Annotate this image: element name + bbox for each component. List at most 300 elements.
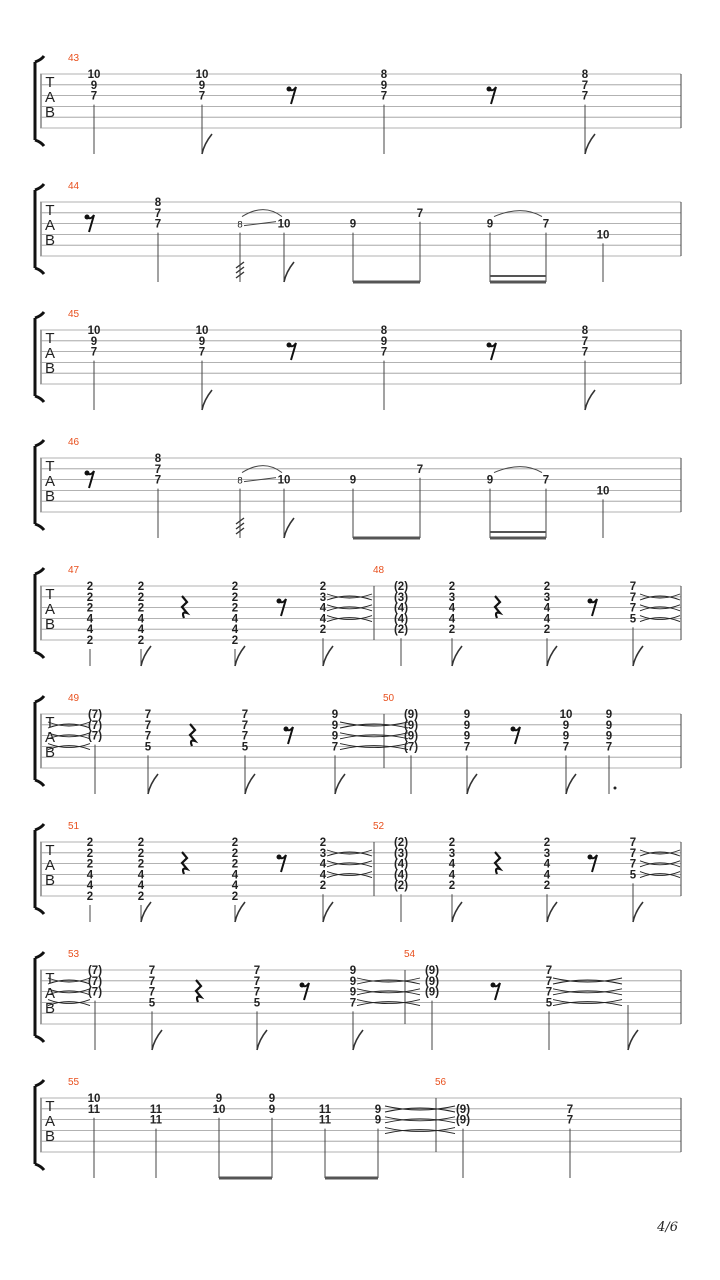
measure-number: 54 [404, 949, 416, 960]
fret-number: (9) [424, 986, 440, 999]
quarter-rest [495, 852, 500, 874]
note-flag [628, 1030, 638, 1050]
fret-number: 4 [448, 602, 456, 615]
fret-number: (3) [393, 591, 409, 604]
fret-number: 2 [448, 581, 456, 593]
note-flag [566, 774, 576, 794]
fret-number: 4 [319, 869, 327, 882]
fret-number: (4) [393, 869, 409, 882]
fret-number: 2 [137, 891, 145, 903]
fret-number: 2 [448, 837, 456, 849]
fret-number: (9) [424, 965, 440, 977]
fret-number: 5 [629, 869, 637, 882]
tab-clef-letter: B [44, 360, 56, 377]
note-flag [202, 134, 212, 154]
fret-number: 9 [349, 218, 357, 231]
fret-number: 7 [90, 90, 98, 103]
note-flag [633, 902, 643, 922]
note-flag [353, 1030, 363, 1050]
fret-number: 8 [154, 197, 162, 209]
note-flag [152, 1030, 162, 1050]
fret-number: (9) [403, 730, 419, 743]
fret-number: 2 [448, 880, 456, 893]
eighth-rest-dot [511, 727, 516, 732]
fret-number: 4 [448, 613, 456, 626]
eighth-rest-dot [287, 343, 292, 348]
eighth-rest-dot [487, 87, 492, 92]
fret-number: 7 [581, 335, 589, 348]
fret-number: 9 [486, 474, 494, 487]
fret-number: 2 [231, 591, 239, 604]
fret-number: 5 [545, 997, 553, 1010]
staff-system [35, 1077, 681, 1178]
staff-bracket [35, 1080, 44, 1170]
fret-number: 9 [198, 335, 206, 348]
fret-number: 2 [231, 891, 239, 903]
tab-clef-letter: T [45, 586, 55, 603]
tab-clef-letter: B [44, 104, 56, 121]
fret-number: 10 [195, 69, 209, 81]
fret-number: 7 [629, 591, 637, 604]
fret-number: 3 [448, 847, 456, 860]
note-flag [148, 774, 158, 794]
fret-number: (9) [455, 1114, 471, 1127]
fret-number: 7 [629, 581, 637, 593]
fret-number: 7 [629, 847, 637, 860]
fret-number: 2 [137, 591, 145, 604]
fret-number: 9 [349, 474, 357, 487]
fret-number: 4 [543, 613, 551, 626]
eighth-rest-dot [277, 855, 282, 860]
fret-number: 4 [448, 858, 456, 871]
fret-number: 8 [380, 69, 388, 81]
fret-number: 2 [319, 880, 327, 893]
note-flag [467, 774, 477, 794]
fret-number: 9 [605, 709, 613, 721]
fret-number: 8 [154, 453, 162, 465]
fret-number: 7 [144, 719, 152, 732]
fret-number: 10 [87, 69, 101, 81]
fret-number: (2) [393, 837, 409, 849]
fret-number: 9 [463, 730, 471, 743]
fret-number: 7 [349, 997, 357, 1010]
fret-number: 8 [581, 69, 589, 81]
fret-number: 3 [543, 847, 551, 860]
fret-number: 7 [629, 837, 637, 849]
quarter-rest [182, 852, 187, 874]
fret-number: 7 [241, 730, 249, 743]
fret-number: 7 [154, 463, 162, 476]
staff-bracket [35, 824, 44, 914]
fret-number: 9 [198, 79, 206, 92]
tab-clef-letter: B [44, 744, 56, 761]
fret-number: 4 [231, 624, 239, 637]
fret-number: 4 [319, 602, 327, 615]
fret-number: 9 [331, 719, 339, 732]
note-flag [141, 646, 151, 666]
note-flag [245, 774, 255, 794]
fret-number: 3 [448, 591, 456, 604]
fret-number: (7) [87, 719, 103, 732]
fret-number: 9 [90, 79, 98, 92]
fret-number: 7 [416, 463, 424, 476]
eighth-rest-dot [300, 983, 305, 988]
fret-number: 7 [144, 709, 152, 721]
fret-number: 2 [319, 624, 327, 637]
eighth-rest-dot [277, 599, 282, 604]
fret-number: 4 [319, 613, 327, 626]
note-flag [323, 902, 333, 922]
fret-number: 2 [231, 837, 239, 849]
fret-number: 9 [215, 1093, 223, 1105]
fret-number: (2) [393, 624, 409, 637]
fret-number: 4 [137, 613, 145, 626]
fret-number: 7 [253, 986, 261, 999]
fret-number: (7) [87, 986, 103, 999]
fret-number: 7 [380, 346, 388, 359]
fret-number: 11 [318, 1114, 332, 1127]
fret-number: 2 [231, 602, 239, 615]
fret-number: 2 [231, 581, 239, 593]
note-flag [452, 902, 462, 922]
fret-number: 2 [543, 624, 551, 637]
note-flag [323, 646, 333, 666]
fret-number: 2 [137, 581, 145, 593]
note-flag [585, 134, 595, 154]
fret-number: 7 [581, 346, 589, 359]
note-flag [141, 902, 151, 922]
fret-number: (9) [403, 719, 419, 732]
fret-number: 7 [241, 719, 249, 732]
fret-number: 9 [562, 730, 570, 743]
fret-number: 7 [154, 218, 162, 231]
fret-number: 7 [253, 965, 261, 977]
fret-number: (4) [393, 613, 409, 626]
fret-number: 4 [137, 880, 145, 893]
fret-number: 9 [331, 709, 339, 721]
fret-number: 4 [86, 613, 94, 626]
staff-bracket [35, 184, 44, 274]
fret-number: 2 [137, 602, 145, 615]
fret-number: (7) [87, 965, 103, 977]
quarter-rest [495, 596, 500, 618]
fret-number: 9 [268, 1103, 276, 1116]
measure-number: 53 [68, 949, 80, 960]
tab-clef-letter: T [45, 74, 55, 91]
fret-number: 7 [380, 90, 388, 103]
fret-number: 9 [374, 1103, 382, 1116]
staff-system [35, 181, 681, 282]
fret-number: 2 [86, 847, 94, 860]
fret-number: 10 [87, 1093, 101, 1105]
eighth-rest-dot [487, 343, 492, 348]
fret-number: 10 [596, 485, 610, 498]
note-flag [235, 646, 245, 666]
fret-number: 2 [86, 635, 94, 647]
tab-clef-letter: T [45, 714, 55, 731]
eighth-rest-dot [284, 727, 289, 732]
fret-number: (4) [393, 602, 409, 615]
quarter-rest [190, 724, 195, 746]
fret-number: 2 [137, 837, 145, 849]
fret-number: 9 [349, 965, 357, 977]
fret-number: 7 [241, 709, 249, 721]
fret-number: 3 [543, 591, 551, 604]
fret-number: 5 [144, 741, 152, 754]
note-flag [257, 1030, 267, 1050]
measure-number: 44 [68, 181, 80, 192]
fret-number: 9 [374, 1114, 382, 1127]
fret-number: 2 [543, 581, 551, 593]
fret-number: 7 [605, 741, 613, 754]
staff-system [35, 309, 681, 410]
measure-number: 51 [68, 821, 80, 832]
note-flag [585, 390, 595, 410]
fret-number: 4 [543, 869, 551, 882]
fret-number: 2 [319, 581, 327, 593]
fret-number: 7 [566, 1114, 574, 1127]
fret-number: (7) [87, 975, 103, 988]
fret-number: 9 [90, 335, 98, 348]
fret-number: 9 [486, 218, 494, 231]
fret-number: 7 [545, 975, 553, 988]
fret-number: 10 [277, 474, 291, 487]
fret-number: 3 [319, 847, 327, 860]
fret-number: 7 [148, 986, 156, 999]
fret-number: 4 [86, 869, 94, 882]
fret-number: 7 [154, 474, 162, 487]
tab-clef-letter: B [44, 232, 56, 249]
fret-number: 4 [137, 624, 145, 637]
fret-number: 5 [241, 741, 249, 754]
eighth-rest-dot [588, 855, 593, 860]
fret-number: 7 [90, 346, 98, 359]
fret-number: 2 [231, 635, 239, 647]
slur-arc [494, 211, 542, 217]
tab-clef-letter: A [44, 857, 56, 874]
eighth-rest-dot [85, 215, 90, 220]
eighth-rest-dot [588, 599, 593, 604]
fret-number: 2 [86, 602, 94, 615]
fret-number: 3 [319, 591, 327, 604]
fret-number: 2 [137, 858, 145, 871]
tab-clef-letter: T [45, 330, 55, 347]
fret-number: 2 [543, 880, 551, 893]
fret-number: 9 [605, 730, 613, 743]
fret-number: 4 [231, 613, 239, 626]
fret-number: 7 [581, 90, 589, 103]
note-flag [452, 646, 462, 666]
fret-number: 7 [545, 965, 553, 977]
fret-number: 10 [277, 218, 291, 231]
fret-number: 2 [86, 837, 94, 849]
fret-number: 8 [237, 219, 243, 231]
note-flag [335, 774, 345, 794]
fret-number: (9) [424, 975, 440, 988]
measure-number: 46 [68, 437, 80, 448]
eighth-rest-dot [85, 471, 90, 476]
fret-number: 4 [231, 880, 239, 893]
tab-clef-letter: T [45, 970, 55, 987]
measure-number: 48 [373, 565, 385, 576]
fret-number: 9 [268, 1093, 276, 1105]
fret-number: 7 [542, 218, 550, 231]
fret-number: 2 [543, 837, 551, 849]
slur-arc [494, 467, 542, 473]
note-flag [235, 902, 245, 922]
fret-number: 4 [448, 869, 456, 882]
note-flag [547, 646, 557, 666]
fret-number: 11 [149, 1114, 163, 1127]
fret-number: 4 [543, 602, 551, 615]
quarter-rest [196, 980, 201, 1002]
fret-number: 4 [86, 880, 94, 893]
measure-number: 45 [68, 309, 80, 320]
fret-number: 8 [380, 325, 388, 337]
fret-number: 2 [86, 858, 94, 871]
tab-clef-letter: T [45, 842, 55, 859]
fret-number: 7 [253, 975, 261, 988]
staff-system [35, 949, 681, 1050]
staff-bracket [35, 440, 44, 530]
fret-number: 9 [380, 79, 388, 92]
fret-number: 7 [562, 741, 570, 754]
fret-number: 10 [559, 709, 573, 721]
fret-number: 7 [144, 730, 152, 743]
fret-number: 4 [86, 624, 94, 637]
tab-clef-letter: B [44, 1128, 56, 1145]
note-flag [633, 646, 643, 666]
tab-clef-letter: T [45, 202, 55, 219]
fret-number: (9) [455, 1103, 471, 1116]
fret-number: 9 [331, 730, 339, 743]
fret-number: 9 [349, 975, 357, 988]
tab-clef-letter: A [44, 985, 56, 1002]
fret-number: (2) [393, 880, 409, 893]
fret-number: 7 [331, 741, 339, 754]
fret-number: 7 [545, 986, 553, 999]
staff-bracket [35, 696, 44, 786]
note-flag [202, 390, 212, 410]
fret-number: 11 [318, 1103, 332, 1116]
fret-number: 7 [148, 975, 156, 988]
note-flag [284, 518, 294, 538]
staff-bracket [35, 56, 44, 146]
fret-number: 9 [605, 719, 613, 732]
fret-number: 2 [231, 847, 239, 860]
note-flag [547, 902, 557, 922]
fret-number: 5 [253, 997, 261, 1010]
fret-number: 2 [448, 624, 456, 637]
fret-number: 7 [581, 79, 589, 92]
fret-number: 7 [566, 1103, 574, 1116]
fret-number: 10 [212, 1103, 226, 1116]
fret-number: 7 [198, 90, 206, 103]
quarter-rest [182, 596, 187, 618]
fret-number: 5 [629, 613, 637, 626]
fret-number: 7 [416, 207, 424, 220]
fret-number: 9 [349, 986, 357, 999]
fret-number: 9 [380, 335, 388, 348]
tab-clef-letter: A [44, 729, 56, 746]
fret-number: 7 [148, 965, 156, 977]
tab-clef-letter: A [44, 89, 56, 106]
fret-number: 4 [137, 869, 145, 882]
staff-system [35, 565, 681, 666]
eighth-rest-dot [287, 87, 292, 92]
measure-number: 50 [383, 693, 395, 704]
fret-number: 2 [137, 635, 145, 647]
fret-number: 2 [86, 591, 94, 604]
fret-number: 8 [581, 325, 589, 337]
fret-number: 7 [629, 858, 637, 871]
fret-number: 2 [86, 581, 94, 593]
tab-clef-letter: B [44, 616, 56, 633]
page-number: 4/6 [657, 1220, 678, 1235]
tab-clef-letter: A [44, 345, 56, 362]
fret-number: (3) [393, 847, 409, 860]
fret-number: 4 [319, 858, 327, 871]
tab-clef-letter: A [44, 601, 56, 618]
fret-number: 9 [463, 709, 471, 721]
staff-system [35, 693, 681, 794]
staff-bracket [35, 952, 44, 1042]
staff-bracket [35, 568, 44, 658]
staff-system [35, 821, 681, 922]
fret-number: 10 [195, 325, 209, 337]
fret-number: 9 [562, 719, 570, 732]
fret-number: 8 [237, 475, 243, 487]
fret-number: 2 [137, 847, 145, 860]
fret-number: 5 [148, 997, 156, 1010]
tab-clef-letter: A [44, 473, 56, 490]
fret-number: 7 [154, 207, 162, 220]
fret-number: 9 [463, 719, 471, 732]
fret-number: 2 [86, 891, 94, 903]
tab-clef-letter: T [45, 458, 55, 475]
measure-number: 49 [68, 693, 80, 704]
fret-number: 4 [231, 869, 239, 882]
fret-number: 7 [542, 474, 550, 487]
fret-number: 2 [231, 858, 239, 871]
measure-number: 43 [68, 53, 80, 64]
staff-system [35, 53, 681, 154]
fret-number: (2) [393, 581, 409, 593]
tab-clef-letter: A [44, 217, 56, 234]
staff-bracket [35, 312, 44, 402]
fret-number: 7 [629, 602, 637, 615]
measure-number: 52 [373, 821, 385, 832]
fret-number: 7 [463, 741, 471, 754]
tab-clef-letter: B [44, 488, 56, 505]
eighth-rest-dot [491, 983, 496, 988]
measure-number: 47 [68, 565, 80, 576]
fret-number: (4) [393, 858, 409, 871]
fret-number: (7) [403, 741, 419, 754]
measure-number: 55 [68, 1077, 80, 1088]
tab-clef-letter: B [44, 872, 56, 889]
augmentation-dot [614, 787, 617, 790]
staff-system [35, 437, 681, 538]
tab-clef-letter: A [44, 1113, 56, 1130]
note-flag [284, 262, 294, 282]
fret-number: (9) [403, 709, 419, 721]
fret-number: 4 [543, 858, 551, 871]
fret-number: (7) [87, 730, 103, 743]
fret-number: 10 [596, 229, 610, 242]
fret-number: 2 [319, 837, 327, 849]
fret-number: 11 [87, 1103, 101, 1116]
